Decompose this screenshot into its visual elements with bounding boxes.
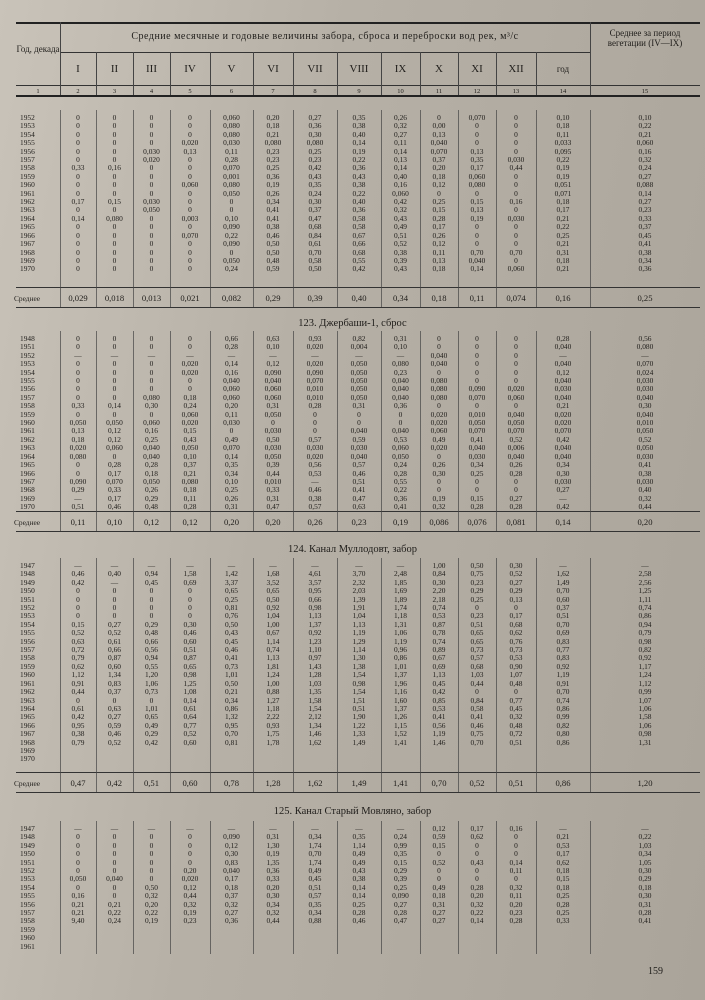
column-number: 7 xyxy=(271,88,275,95)
column-number: 10 xyxy=(397,88,404,95)
column-number: 15 xyxy=(641,88,649,95)
column-divider xyxy=(133,821,134,954)
month-header: VII xyxy=(307,63,323,75)
column-divider xyxy=(458,110,459,307)
average-value: 1,41 xyxy=(392,778,409,788)
column-divider xyxy=(60,110,61,307)
column-divider xyxy=(293,558,294,792)
main-column-header: Средние месячные и годовые величины забора, сброса и переброски вод рек, м³/с xyxy=(131,31,519,42)
value-column: 0,63 0,10 — 0,12 0,090 0,040 0,060 0,060 0,31 0,050 0 0,030 0,50 0,030 0,050 0,39 0,44 0,010 0,33 0,31 0,47 xyxy=(264,334,282,512)
column-divider xyxy=(96,558,97,792)
value-column: 0,26 0,32 0,27 0,11 0,14 0,13 0,14 0,40 0,16 0,060 0,42 0,32 0,43 0,49 0,51 0,52 0,38 0,39 0,43 xyxy=(392,113,409,274)
month-header: XII xyxy=(508,63,524,75)
column-divider xyxy=(337,331,338,531)
average-value: 1,49 xyxy=(351,778,367,788)
column-number: 8 xyxy=(313,88,317,95)
column-number: 11 xyxy=(435,88,443,95)
average-value: 0,19 xyxy=(392,517,409,527)
column-divider xyxy=(293,821,294,954)
average-value: 0,78 xyxy=(223,778,240,788)
value-column: — 0,46 0,42 0 0 0 0 0,15 0,52 0,63 0,72 0,79 0,62 1,12 0,91 0,44 0 0,61 0,42 0,95 0,38 0,79 xyxy=(71,561,85,747)
average-value: 0,60 xyxy=(182,778,198,788)
average-value: 0,20 xyxy=(265,517,281,527)
average-row-label: Среднее xyxy=(14,779,41,788)
average-value: 0,39 xyxy=(307,293,323,303)
month-header: VIII xyxy=(349,63,369,75)
value-column: — 2,48 1,85 1,69 1,89 1,74 1,18 1,31 1,06 1,19 0,96 0,86 1,01 1,37 1,96 1,16 1,60 1,37 1,26 1,15 1,52 1,41 xyxy=(394,561,407,747)
column-divider xyxy=(60,331,61,531)
value-column: — 0 0 0 0 0 0 0,50 0,32 0,20 0,22 0,19 xyxy=(145,824,158,926)
month-header: III xyxy=(146,63,157,75)
column-number: 5 xyxy=(188,88,192,95)
average-value: 0,26 xyxy=(307,517,323,527)
average-value: 0,70 xyxy=(431,778,447,788)
value-column: 0 0 — 0 0 0 0 0,080 0,30 0 0,060 0,16 0,25 0,040 0,040 0,28 0,18 0,050 0,26 0,29 0,48 xyxy=(143,334,160,512)
column-divider xyxy=(210,110,211,307)
column-divider xyxy=(210,331,211,531)
column-divider xyxy=(60,558,61,792)
year-column-header: Год, декада xyxy=(16,44,60,54)
header-num-rule xyxy=(16,85,700,86)
average-value: 0,10 xyxy=(106,517,123,527)
value-column: — 0,35 1,14 0,49 0,49 0,43 0,38 0,14 0,14 0,25 0,28 0,46 xyxy=(352,824,366,926)
column-divider xyxy=(210,821,211,954)
column-divider xyxy=(253,558,254,792)
column-number: 4 xyxy=(149,88,154,95)
average-value: 0,18 xyxy=(431,293,447,303)
column-divider xyxy=(536,331,537,531)
vegetation-column-header: Среднее за период вегетации (IV—IX) xyxy=(607,28,683,48)
column-divider xyxy=(337,558,338,792)
average-value: 0,51 xyxy=(143,778,160,788)
header-column-divider xyxy=(60,22,61,95)
value-column: — 0,34 1,74 0,70 1,74 0,49 0,45 0,51 0,57 0,35 0,34 0,88 xyxy=(308,824,322,926)
value-column: — 4,61 3,57 0,95 0,66 0,98 1,13 1,37 0,92 1,23 1,10 0,97 1,43 1,28 1,03 1,35 1,58 1,54 2,12 1,34 1,46 1,62 xyxy=(308,561,322,747)
value-column: 0,17 0,62 0 0 0,43 0 0 0,28 0,20 0,32 0,22 0,14 xyxy=(470,824,484,926)
month-header: II xyxy=(110,63,119,75)
column-divider xyxy=(420,821,421,954)
column-divider xyxy=(496,331,497,531)
value-column: 0,35 0,38 0,40 0,14 0,19 0,22 0,36 0,43 0,38 0,22 0,40 0,36 0,58 0,58 0,67 0,66 0,68 0,55 0,42 xyxy=(352,113,366,274)
value-column: 0,66 0,28 — 0,14 0,16 0,040 0,060 0,060 0,20 0,11 0,030 0 0,49 0,070 0,14 0,35 0,34 0,10 0,25 0,26 0,31 xyxy=(223,334,240,512)
average-bottom-rule xyxy=(16,531,700,532)
value-column: 0,20 0,18 0,21 0,080 0,23 0,23 0,25 0,36 0,19 0,26 0,34 0,41 0,41 0,38 0,46 0,50 0,50 0,48 0,59 xyxy=(264,113,282,274)
month-header: V xyxy=(227,63,236,75)
column-divider xyxy=(253,821,254,954)
column-divider xyxy=(590,821,591,954)
column-divider xyxy=(496,558,497,792)
value-column: 0,31 0,10 — 0,080 0,23 0,040 0,040 0,040 0,36 0 0 0,040 0,53 0,060 0,050 0,24 0,28 0,55 0,22 0,36 0,41 xyxy=(392,334,409,512)
average-value: 1,28 xyxy=(265,778,281,788)
column-divider xyxy=(590,331,591,531)
average-value: 0,40 xyxy=(351,293,367,303)
average-value: 0,14 xyxy=(555,517,571,527)
month-header: VI xyxy=(267,63,279,75)
header-mid-rule xyxy=(60,52,590,53)
average-value: 0,11 xyxy=(469,293,485,303)
value-column: 0,10 0,22 0,21 0,060 0,16 0,32 0,24 0,27 0,088 0,14 0,27 0,23 0,33 0,37 0,45 0,41 0,38 0,34 0,36 xyxy=(636,113,654,274)
column-divider xyxy=(496,110,497,307)
column-divider xyxy=(381,110,382,307)
average-value: 0,082 xyxy=(221,293,242,303)
column-divider xyxy=(337,110,338,307)
value-column: 0,50 0,75 0,23 0,29 0,25 0 0,23 0,51 0,65 0,65 0,73 0,57 0,68 1,03 0,44 0 0,84 0,58 0,41 0,46 0,75 0,70 xyxy=(470,561,484,747)
average-value: 0,51 xyxy=(508,778,524,788)
month-header: IX xyxy=(394,63,407,75)
column-divider xyxy=(210,558,211,792)
section-title: 125. Канал Старый Мовляно, забор xyxy=(273,806,432,817)
year-column: 1947 1948 1949 1950 1951 1952 1953 1954 1955 1956 1957 1958 1959 1960 1961 xyxy=(20,824,35,951)
average-value: 0,47 xyxy=(70,778,86,788)
value-column: — 1,58 0,69 0 0 0 0 0,30 0,46 0,60 0,51 0,87 0,65 0,98 1,25 1,08 0,14 0,61 0,64 0,77 0,52 0,60 xyxy=(183,561,197,747)
value-column: 0 0 — 0 0 0 0 0 0,33 0 0,050 0,13 0,18 0,020 0,080 0 0 0,090 0,29 — 0,51 xyxy=(69,334,87,512)
section-title: 123. Джербаши-1, сброс xyxy=(298,318,407,329)
value-column: — 0 0 0 0 0,20 0,020 0,12 0,44 0,32 0,19 0,23 xyxy=(181,824,199,926)
column-divider xyxy=(170,331,171,531)
average-value: 0,20 xyxy=(223,517,240,527)
value-column: 0,27 0,36 0,30 0,080 0,25 0,23 0,42 0,43 0,35 0,24 0,30 0,37 0,47 0,68 0,84 0,61 0,70 0,58 0,50 xyxy=(306,113,324,274)
value-column: 0 0,00 0,13 0,040 0,070 0,37 0,20 0,18 0,12 0 0,25 0,15 0,28 0,17 0,26 0,12 0,11 0,13 0,18 xyxy=(430,113,448,274)
month-header: I xyxy=(76,63,80,75)
value-column: — 0,94 0,45 0 0 0 0 0,29 0,48 0,66 0,56 0,94 0,55 1,20 1,06 0,73 0 1,01 0,65 0,49 0,29 0,42 xyxy=(145,561,158,747)
value-column: 0 0 0,040 0,040 0 0,080 0,080 0,080 0 0,020 0,020 0,060 0,49 0,020 0 0,26 0,30 0 0 0,19 0,32 xyxy=(430,334,448,512)
average-value: 0,018 xyxy=(104,293,125,303)
average-value: 0,23 xyxy=(351,517,367,527)
column-divider xyxy=(60,821,61,954)
average-value: 0,11 xyxy=(70,517,86,527)
average-value: 0,013 xyxy=(141,293,162,303)
column-divider xyxy=(420,110,421,307)
column-divider xyxy=(96,821,97,954)
value-column: — 0,40 — 0 0 0 0 0,27 0,52 0,61 0,66 0,87 0,60 1,34 0,83 0,37 0 0,63 0,27 0,59 0,46 0,52 xyxy=(108,561,121,747)
average-value: 0,20 xyxy=(637,517,653,527)
value-column: — 3,70 2,32 2,03 1,39 1,91 1,04 1,13 1,19 1,29 1,14 1,30 1,38 1,54 0,98 1,54 1,51 0,51 1,90 1,22 1,33 1,49 xyxy=(352,561,366,747)
column-number: 1 xyxy=(36,88,40,95)
column-divider xyxy=(420,331,421,531)
value-column: 0,060 0,080 0,080 0,030 0,11 0,28 0,070 0,001 0,080 0,050 0 0 0,10 0,090 0,22 0,090 0 0,050 0,24 xyxy=(223,113,240,274)
average-value: 0,52 xyxy=(469,778,485,788)
column-number: 6 xyxy=(229,88,234,95)
column-divider xyxy=(458,331,459,531)
average-top-rule xyxy=(16,511,700,512)
value-column: 0 0 0 0,020 0,13 0 0 0 0,060 0 0 0 0,003 0 0,070 0 0 0 0 xyxy=(181,113,199,274)
average-value: 0,42 xyxy=(106,778,123,788)
value-column: — 0,31 1,30 0,19 1,35 0,36 0,33 0,20 0,30 0,34 0,32 0,44 xyxy=(266,824,280,926)
value-column: 0,070 0 0 0 0,13 0,35 0,17 0,060 0,080 0 0,15 0,13 0,19 0 0 0 0,70 0,040 0,14 xyxy=(468,113,486,274)
page-number: 159 xyxy=(648,966,663,977)
average-value: 0,029 xyxy=(68,293,88,303)
year-column: 1952 1953 1954 1955 1956 1957 1958 1959 1960 1961 1962 1963 1964 1965 1966 1967 1968 1969 1970 xyxy=(20,113,35,274)
average-value: 0,081 xyxy=(506,517,526,527)
value-column: — 1,62 1,49 0,70 0,60 0,37 0,51 0,70 0,69 0,83 0,77 0,83 0,92 1,19 0,91 0,70 0,74 0,86 0,99 0,82 0,80 0,86 xyxy=(556,561,570,747)
average-top-rule xyxy=(16,772,700,773)
value-column: — 2,58 2,56 1,25 1,11 0,74 0,86 0,94 0,79 0,98 0,82 0,92 1,17 1,24 1,12 0,99 1,07 1,06 1,58 1,06 0,98 1,31 xyxy=(638,561,652,747)
value-column: 0 0 0 0 0 0 0,090 0,070 0 0,010 0,050 0,070 0,41 0,040 0,030 0,34 0,25 0 0 0,15 0,28 xyxy=(468,334,486,512)
column-divider xyxy=(96,331,97,531)
value-column: 0 0 — 0,020 0,020 0 0 0,18 0,24 0,060 0,020 0,15 0,43 0,050 0,10 0,37 0,21 0,080 0,18 0,11 0,28 xyxy=(181,334,199,512)
value-column: — 1,68 3,52 0,65 0,50 0,92 1,04 1,00 0,67 1,14 0,74 1,13 1,81 1,24 1,00 0,88 1,27 1,18 2,22 0,93 1,75 1,78 xyxy=(266,561,280,747)
average-bottom-rule xyxy=(16,307,700,308)
column-divider xyxy=(170,558,171,792)
average-value: 1,20 xyxy=(637,778,653,788)
value-column: 0,56 0,080 — 0,070 0,024 0,030 0,030 0,040 0,30 0,040 0,010 0,050 0,52 0,050 0,030 0,41 0,38 0,030 0,40 0,32 0,44 xyxy=(636,334,654,512)
value-column: — 0,24 0,99 0,35 0,15 0,29 0,39 0,25 0,090 0,27 0,28 0,47 xyxy=(392,824,409,926)
table-top-rule xyxy=(16,22,700,24)
average-top-rule xyxy=(16,287,700,288)
average-value: 0,12 xyxy=(143,517,160,527)
column-divider xyxy=(458,821,459,954)
column-divider xyxy=(381,558,382,792)
column-divider xyxy=(133,110,134,307)
value-column: — 0,22 1,03 0,34 1,05 0,30 0,29 0,18 0,30 0,31 0,28 0,41 xyxy=(638,824,652,926)
average-value: 0,25 xyxy=(637,293,653,303)
average-value: 0,16 xyxy=(555,293,571,303)
column-divider xyxy=(590,110,591,307)
column-number: 2 xyxy=(76,88,80,95)
average-row-label: Среднее xyxy=(14,294,41,303)
column-divider xyxy=(536,558,537,792)
value-column: 0,30 0,52 0,27 0,29 0,13 0 0,17 0,68 0,62 0,76 0,73 0,53 0,90 1,07 0,48 0 0,77 0,45 0,32 0,48 0,72 0,51 xyxy=(509,561,523,747)
column-divider xyxy=(536,821,537,954)
value-column: 0 0 0 0 0 0 0,33 0 0 0 0,17 0 0,14 0 0 0 0 0 0 xyxy=(71,113,85,274)
column-divider xyxy=(590,558,591,792)
average-value: 0,34 xyxy=(392,293,409,303)
value-column: 0 0 0 0 0,030 0,020 0 0 0 0 0,030 0,050 0 0 0 0 0 0 0 xyxy=(143,113,160,274)
column-divider xyxy=(253,331,254,531)
average-value: 0,021 xyxy=(180,293,200,303)
column-divider xyxy=(133,558,134,792)
value-column: — 0 0 0 0 0 0,040 0 0 0,21 0,22 0,24 xyxy=(106,824,123,926)
value-column: 0 0 — 0 0 0 0 0 0,14 0 0,050 0,12 0,12 0,060 0 0,28 0,17 0,070 0,33 0,17 0,46 xyxy=(106,334,123,512)
value-column: 0 0 0 0 0 0,030 0,44 0 0 0 0,16 0 0,030 0 0 0 0,70 0 0,060 xyxy=(507,113,525,274)
value-column: 0,12 0,59 0,15 0 0,52 0 0 0,49 0,18 0,31 0,27 0,27 xyxy=(432,824,446,926)
column-divider xyxy=(170,821,171,954)
column-divider xyxy=(96,110,97,307)
value-column: 0,28 0,040 — 0,040 0,12 0,040 0,030 0,040 0,21 0,020 0,020 0,070 0,42 0,040 0,040 0,34 0,30 0,030 0,27 — 0,42 xyxy=(554,334,572,512)
column-divider xyxy=(133,331,134,531)
value-column: 1,00 0,84 0,30 2,20 2,18 0,74 0,53 0,87 0,78 0,74 0,89 0,67 0,69 1,13 0,45 0,42 0,85 0,53 0,41 0,56 1,19 1,46 xyxy=(432,561,446,747)
section-title: 124. Канал Муллодовт, забор xyxy=(287,544,418,555)
value-column: 0,16 0 0 0 0,14 0,11 0 0,32 0,11 0,20 0,23 0,28 xyxy=(509,824,523,926)
value-column: — 0 0 0 0 0 0,050 0 0,16 0,21 0,21 9,40 xyxy=(69,824,87,926)
column-divider xyxy=(381,821,382,954)
value-column: — 1,42 3,37 0,65 0,25 0,81 0,76 0,50 0,43 0,45 0,46 0,41 0,73 1,01 0,50 0,21 0,34 0,86 1,32 0,95 0,70 0,81 xyxy=(225,561,238,747)
month-header: год xyxy=(556,64,570,74)
average-value: 0,12 xyxy=(182,517,198,527)
average-value: 0,076 xyxy=(467,517,487,527)
average-value: 0,086 xyxy=(429,517,449,527)
value-column: — 0,090 0,12 0,30 0,83 0,040 0,17 0,18 0,37 0,32 0,27 0,36 xyxy=(223,824,240,926)
average-value: 0,29 xyxy=(265,293,281,303)
average-value: 0,86 xyxy=(555,778,571,788)
month-header: IV xyxy=(184,63,196,75)
month-header: X xyxy=(435,63,443,75)
value-column: 0 0 0 0 0 0 0,16 0 0 0 0,15 0 0,080 0 0 0 0 0 0 xyxy=(106,113,123,274)
column-number: 9 xyxy=(357,88,361,95)
value-column: — 0,21 0,53 0,17 0,62 0,18 0,15 0,18 0,25 0,28 0,25 0,33 xyxy=(556,824,570,926)
column-divider xyxy=(458,558,459,792)
column-divider xyxy=(253,110,254,307)
year-column: 1947 1948 1949 1950 1951 1952 1953 1954 1955 1956 1957 1958 1959 1960 1961 1962 1963 1964 1965 1966 1967 1968 1969 1970 xyxy=(20,561,35,764)
month-header: XI xyxy=(471,63,483,75)
column-divider xyxy=(170,110,171,307)
average-row-label: Среднее xyxy=(14,518,41,527)
value-column: 0 0 0 0 0 0 0,020 0,060 0 0,040 0,050 0,070 0,52 0,006 0,040 0,26 0,28 0 0 0,27 0,28 xyxy=(507,334,525,512)
column-number: 12 xyxy=(473,88,481,95)
column-number: 3 xyxy=(112,88,117,95)
value-column: 0,10 0,18 0,11 0,033 0,095 0,22 0,19 0,19 0,051 0,071 0,18 0,17 0,21 0,22 0,25 0,21 0,31 0,18 0,21 xyxy=(554,113,572,274)
year-column: 1948 1951 1952 1953 1954 1955 1956 1957 1958 1959 1960 1961 1962 1963 1964 1965 1966 1967 1968 1969 1970 xyxy=(20,334,35,512)
average-value: 1,62 xyxy=(307,778,323,788)
column-divider xyxy=(536,110,537,307)
column-divider xyxy=(496,821,497,954)
column-divider xyxy=(420,558,421,792)
column-divider xyxy=(337,821,338,954)
value-column: 0,93 0,020 — 0,020 0,090 0,070 0,010 0,010 0,28 0 0 0 0,57 0,030 0,020 0,56 0,53 — 0,46 0,38 0,57 xyxy=(306,334,324,512)
column-number: 14 xyxy=(559,88,567,95)
column-divider xyxy=(293,331,294,531)
column-divider xyxy=(293,110,294,307)
column-number: 13 xyxy=(512,88,520,95)
average-bottom-rule xyxy=(16,792,700,793)
value-column: 0,82 0,004 — 0,050 0,050 0,050 0,050 0,050 0,31 0 0 0,040 0,59 0,030 0,040 0,57 0,46 0,51 0,41 0,47 0,63 xyxy=(350,334,368,512)
column-divider xyxy=(381,331,382,531)
average-value: 0,074 xyxy=(506,293,526,303)
